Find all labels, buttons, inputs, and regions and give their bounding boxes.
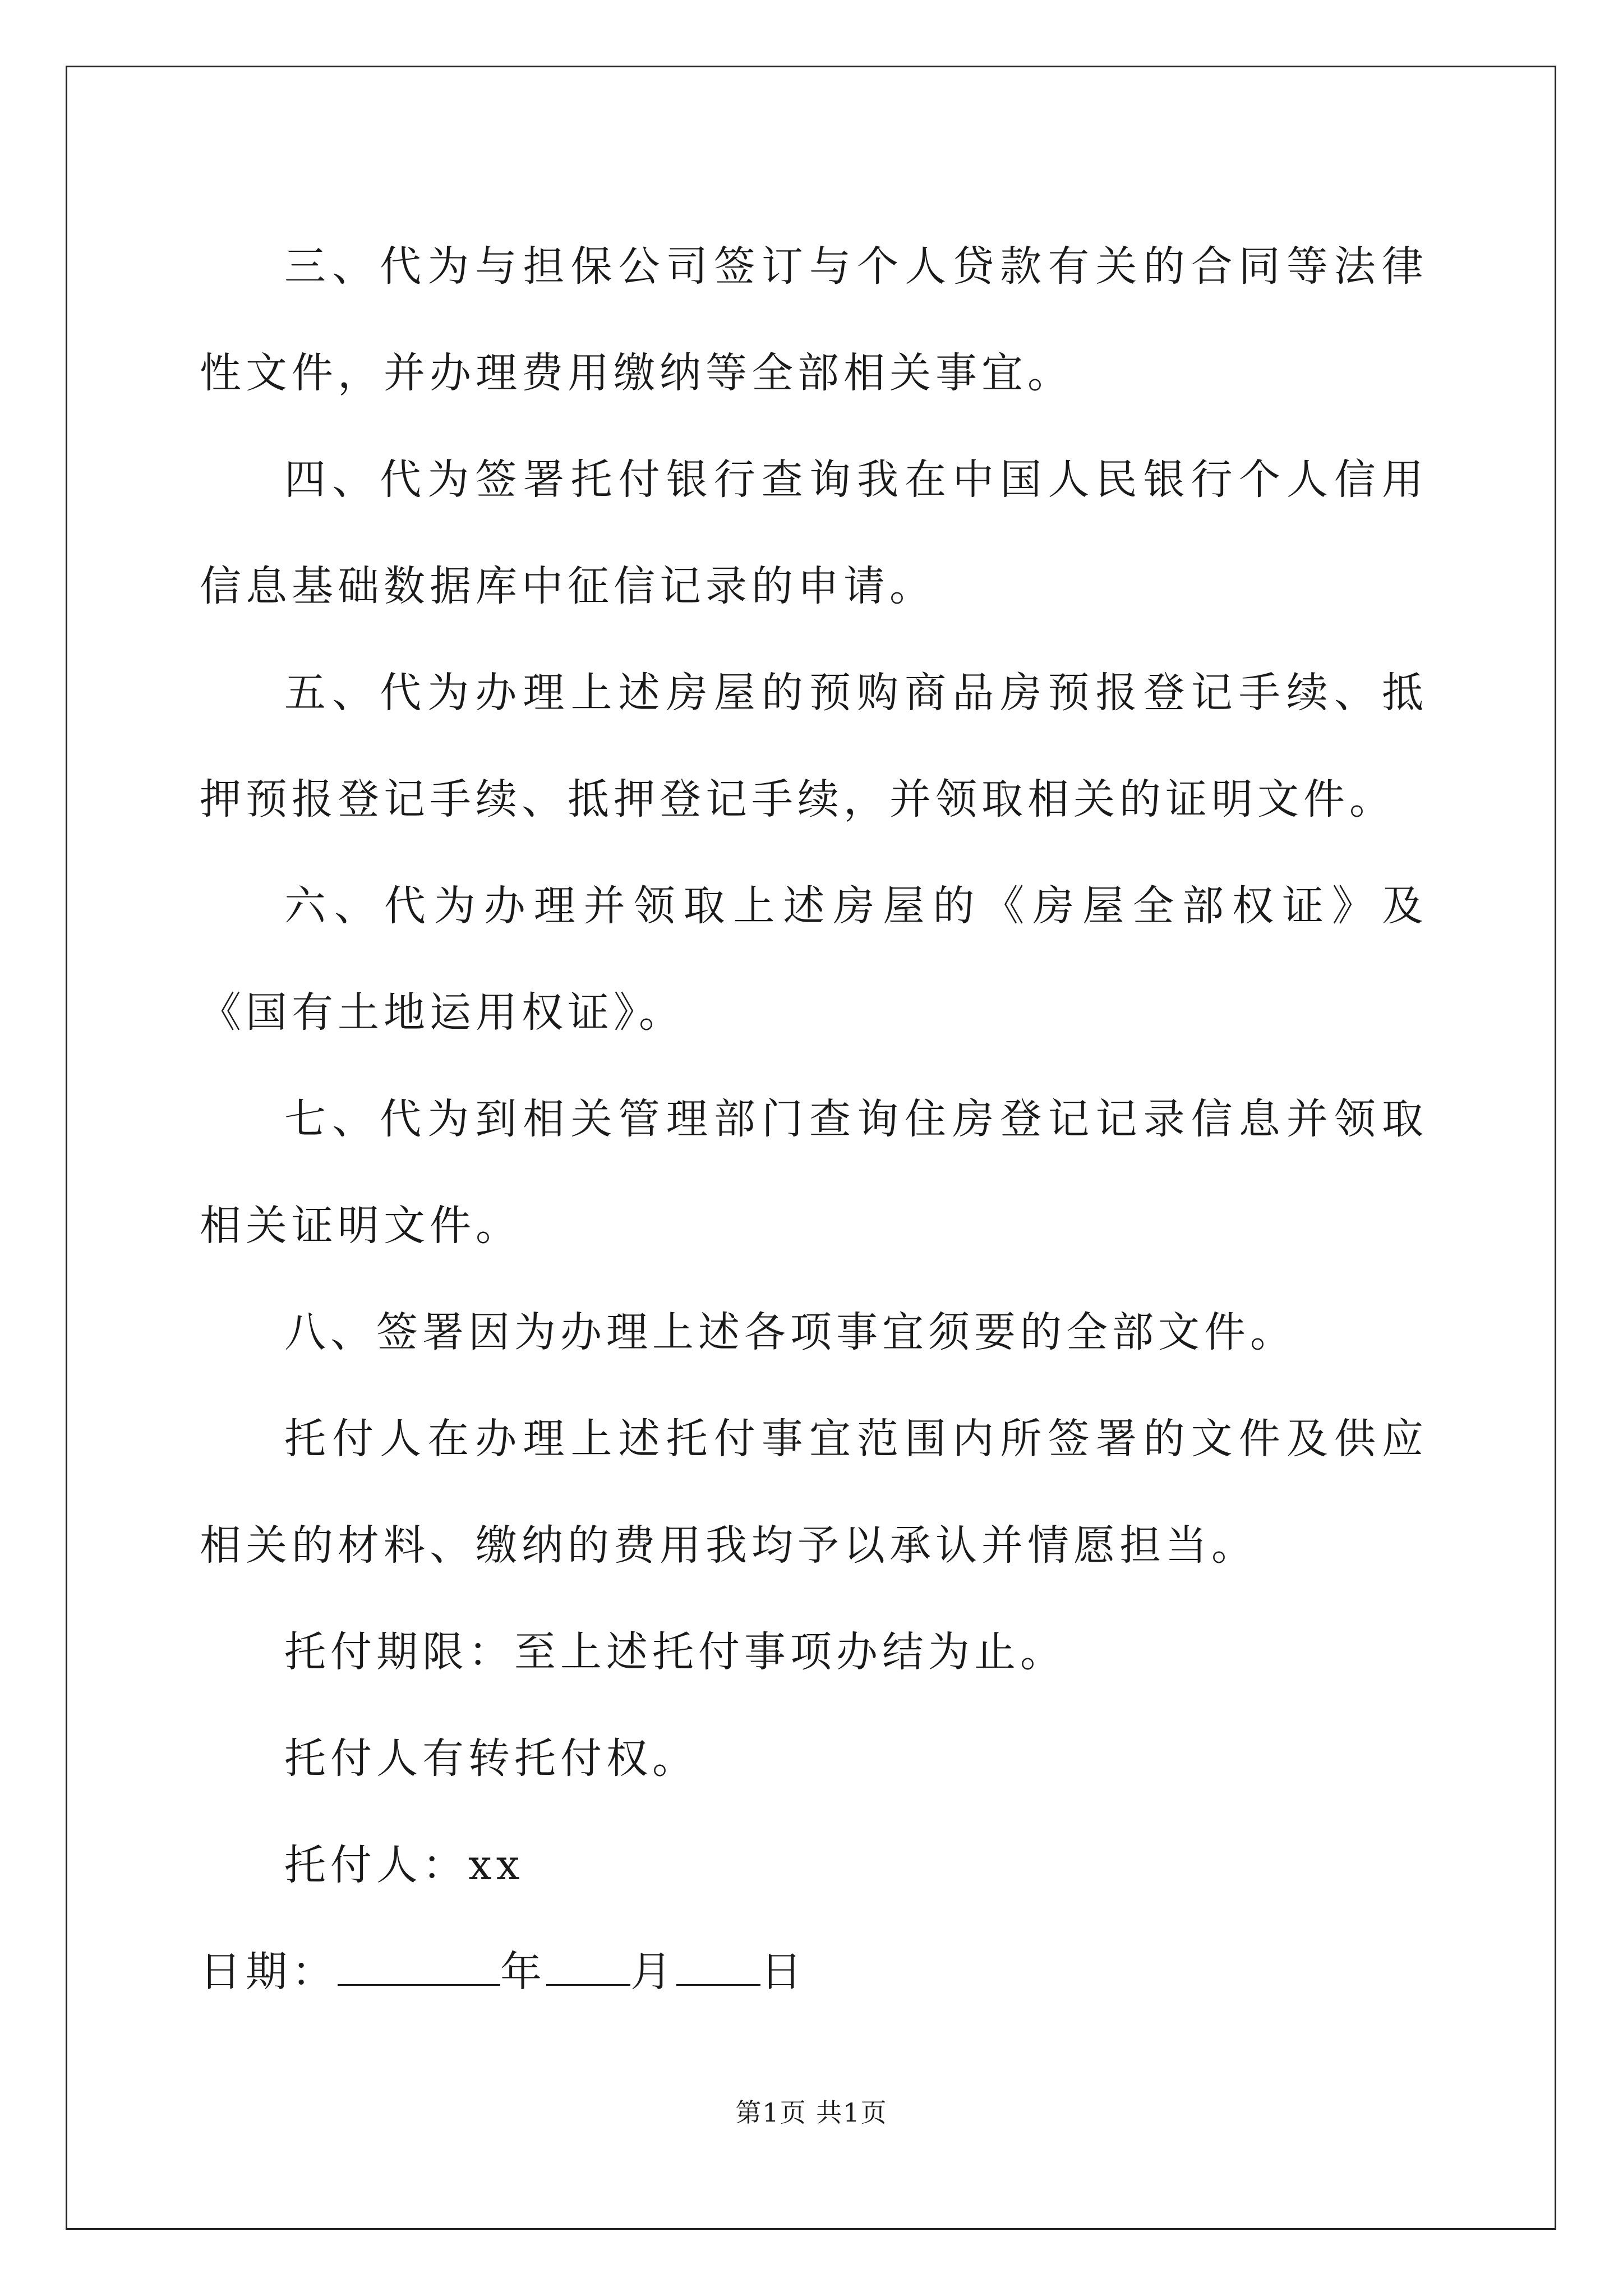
year-blank xyxy=(338,1950,500,1986)
paragraph-3: 三、代为与担保公司签订与个人贷款有关的合同等法律性文件，并办理费用缴纳等全部相关事宜。 xyxy=(200,242,1428,397)
document-body xyxy=(200,213,1428,2025)
date-line xyxy=(200,1918,1428,2025)
paragraph-term: 托付期限：至上述托付事项办结为止。 xyxy=(284,1628,1066,1676)
paragraph-7: 七、代为到相关管理部门查询住房登记记录信息并领取相关证明文件。 xyxy=(200,1095,1428,1250)
page-footer: 第1页 共1页 xyxy=(735,2097,888,2128)
month-label: 月 xyxy=(630,1948,676,1996)
date-label: 日期： xyxy=(200,1948,338,1996)
paragraph-4: 四、代为签署托付银行查询我在中国人民银行个人信用信息基础数据库中征信记录的申请。 xyxy=(200,455,1428,610)
day-blank xyxy=(676,1950,760,1986)
paragraph-6: 六、代为办理并领取上述房屋的《房屋全部权证》及《国有土地运用权证》。 xyxy=(200,882,1428,1037)
paragraph-sub-delegation: 托付人有转托付权。 xyxy=(284,1734,698,1783)
month-blank xyxy=(546,1950,630,1986)
year-label: 年 xyxy=(500,1948,546,1996)
paragraph-8: 八、签署因为办理上述各项事宜须要的全部文件。 xyxy=(284,1308,1296,1356)
paragraph-acknowledgement: 托付人在办理上述托付事宜范围内所签署的文件及供应相关的材料、缴纳的费用我均予以承认并情愿担当。 xyxy=(200,1415,1428,1570)
day-label: 日 xyxy=(760,1948,806,1996)
principal-signature-line: 托付人：xx xyxy=(284,1841,524,1889)
paragraph-5: 五、代为办理上述房屋的预购商品房预报登记手续、抵押预报登记手续、抵押登记手续，并领取相关的证明文件。 xyxy=(200,669,1428,823)
